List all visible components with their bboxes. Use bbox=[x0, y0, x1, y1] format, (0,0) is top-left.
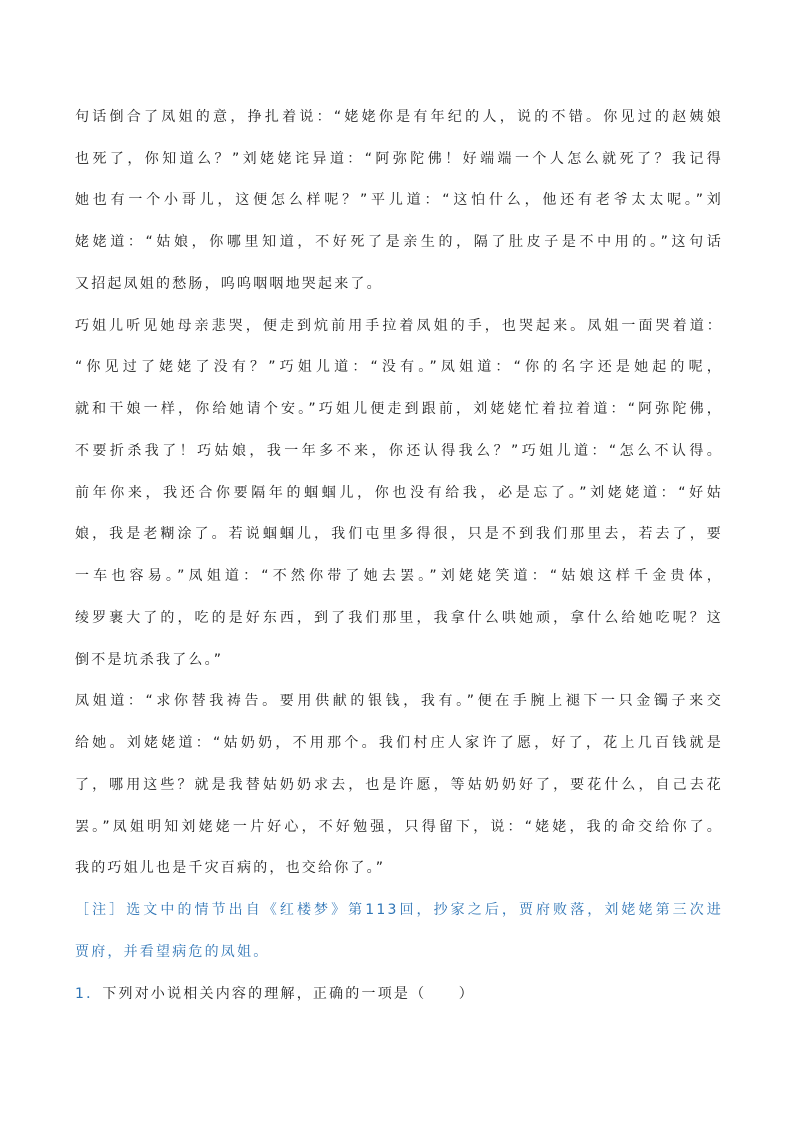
passage-line: 句话倒合了凤姐的意，挣扎着说：“姥姥你是有年纪的人，说的不错。你见过的赵姨娘 bbox=[75, 109, 723, 125]
passage-line: 她也有一个小哥儿，这便怎么样呢？”平儿道：“这怕什么，他还有老爷太太呢。”刘 bbox=[75, 192, 723, 208]
passage-line: 不要折杀我了！巧姑娘，我一年多不来，你还认得我么？”巧姐儿道：“怎么不认得。 bbox=[75, 443, 723, 459]
passage-line: 凤姐道：“求你替我祷告。要用供献的银钱，我有。”便在手腕上褪下一只金镯子来交 bbox=[75, 693, 723, 709]
source-note: ［注］选文中的情节出自《红楼梦》第113回，抄家之后，贾府败落，刘姥姥第三次进 bbox=[75, 902, 723, 918]
passage-line: 前年你来，我还合你要隔年的蝈蝈儿，你也没有给我，必是忘了。”刘姥姥道：“好姑 bbox=[75, 485, 723, 501]
passage-line: 倒不是坑杀我了么。” bbox=[75, 652, 224, 668]
passage-line: 姥姥道：“姑娘，你哪里知道，不好死了是亲生的，隔了肚皮子是不中用的。”这句话 bbox=[75, 234, 723, 250]
passage-line: 罢。”凤姐明知刘姥姥一片好心，不好勉强，只得留下，说：“姥姥，我的命交给你了。 bbox=[75, 819, 723, 835]
passage-line: 又招起凤姐的愁肠，呜呜咽咽地哭起来了。 bbox=[75, 276, 383, 292]
passage-line: 就和干娘一样，你给她请个安。”巧姐儿便走到跟前，刘姥姥忙着拉着道：“阿弥陀佛， bbox=[75, 401, 723, 417]
passage-line: 娘，我是老糊涂了。若说蝈蝈儿，我们屯里多得很，只是不到我们那里去，若去了，要 bbox=[75, 526, 723, 542]
passage-line: 了，哪用这些？就是我替姑奶奶求去，也是许愿，等姑奶奶好了，要花什么，自己去花 bbox=[75, 777, 723, 793]
passage-line: 绫罗裹大了的，吃的是好东西，到了我们那里，我拿什么哄她顽，拿什么给她吃呢？这 bbox=[75, 610, 723, 626]
passage-line: 巧姐儿听见她母亲悲哭，便走到炕前用手拉着凤姐的手，也哭起来。凤姐一面哭着道： bbox=[75, 318, 723, 334]
question-1 bbox=[75, 984, 723, 1004]
passage-line: 也死了，你知道么？”刘姥姥诧异道：“阿弥陀佛！好端端一个人怎么就死了？我记得 bbox=[75, 151, 723, 167]
question-number: 1． bbox=[75, 986, 103, 1002]
passage-line: 我的巧姐儿也是千灾百病的，也交给你了。” bbox=[75, 860, 386, 876]
source-note: 贾府，并看望病危的凤姐。 bbox=[75, 944, 270, 960]
passage-line: 一车也容易。”凤姐道：“不然你带了她去罢。”刘姥姥笑道：“姑娘这样千金贵体， bbox=[75, 568, 723, 584]
passage-line: “你见过了姥姥了没有？”巧姐儿道：“没有。”凤姐道：“你的名字还是她起的呢， bbox=[75, 359, 723, 375]
passage-line: 给她。刘姥姥道：“姑奶奶，不用那个。我们村庄人家许了愿，好了，花上几百钱就是 bbox=[75, 735, 723, 751]
question-text: 下列对小说相关内容的理解，正确的一项是（ ） bbox=[102, 986, 475, 1002]
